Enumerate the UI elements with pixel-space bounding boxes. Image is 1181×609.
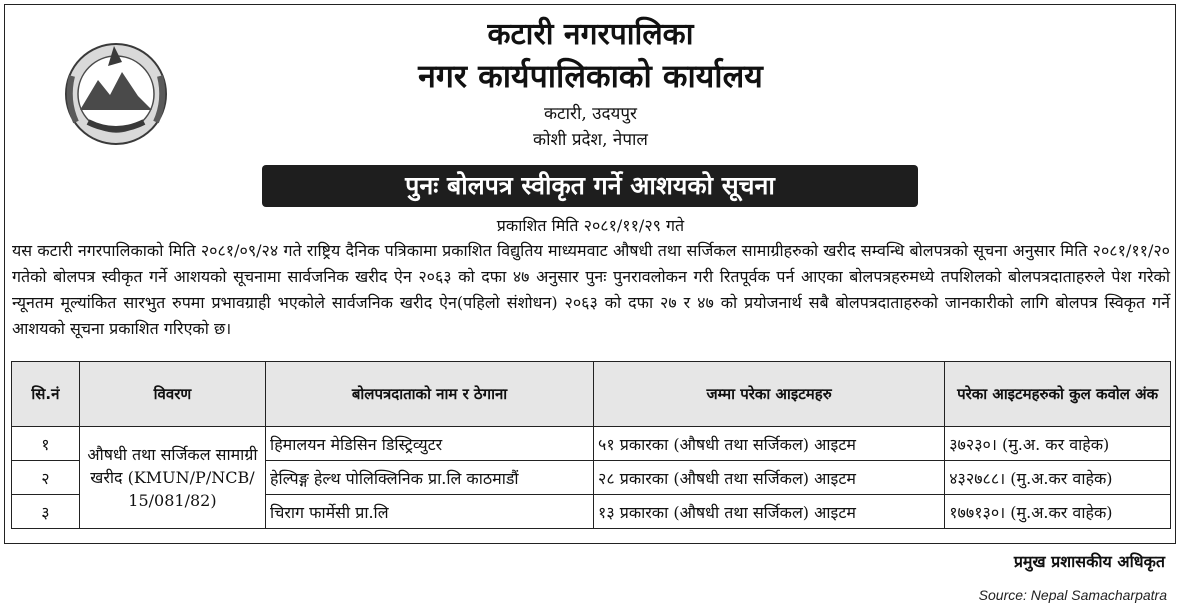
row-serial: २ [12, 461, 80, 495]
row-description: औषधी तथा सर्जिकल सामाग्री खरीद (KMUN/P/NCB/ 15/081/82) [79, 427, 265, 529]
publish-date: प्रकाशित मिति २०८१/११/२९ गते [496, 216, 685, 235]
header-serial: सि.नं [12, 362, 80, 427]
bid-table [11, 361, 1171, 529]
notice-title-banner: पुनः बोलपत्र स्वीकृत गर्ने आशयको सूचना [262, 165, 918, 207]
header-amount: परेका आइटमहरुको कुल कवोल अंक [945, 362, 1171, 427]
office-name: नगर कार्यपालिकाको कार्यालय [418, 57, 763, 95]
row-items: ५१ प्रकारका (औषधी तथा सर्जिकल) आइटम [594, 427, 945, 461]
signatory-title: प्रमुख प्रशासकीय अधिकृत [1013, 552, 1165, 571]
row-serial: ३ [12, 495, 80, 529]
header-description: विवरण [79, 362, 265, 427]
row-serial: १ [12, 427, 80, 461]
address-line-2: कोशी प्रदेश, नेपाल [533, 130, 648, 150]
notice-body: यस कटारी नगरपालिकाको मिति २०८१/०९/२४ गते राष्ट्रिय दैनिक पत्रिकामा प्रकाशित विद्युतिय माध्यमवाट औषधी तथा सर्जिकल सामाग्रीहरुको खरीद सम्वन्धि बोलपत्रको सूचना अनुसार मिति २०८१/११/२० गतेको बोलपत्र स्वीकृत गर्ने आशयको सूचनामा सार्वजनिक खरीद ऐन २०६३ को दफा ४७ अनुसार पुनः पुनरावलोकन गरी रितपूर्वक पर्न आएका बोलपत्रहरुमध्ये तपशिलको बोलपत्रदाताहरुले पेश गरेको न्यूनतम मूल्यांकित सारभुत रुपमा प्रभावग्राही भएकोले सार्वजनिक खरीद ऐन(पहिलो संशोधन) २०६३ को दफा २७ र ४७ को प्रयोजनार्थ सबै बोलपत्रदाताहरुको जानकारीको लागि बोलपत्र स्विकृत गर्ने आशयको सूचना प्रकाशित गरिएको छ। [12, 241, 1171, 338]
header-bidder: बोलपत्रदाताको नाम र ठेगाना [266, 362, 594, 427]
row-bidder: हिमालयन मेडिसिन डिस्ट्रिव्युटर [266, 427, 594, 461]
row-amount: ३७२३०। (मु.अ. कर वाहेक) [945, 427, 1171, 461]
row-items: १३ प्रकारका (औषधी तथा सर्जिकल) आइटम [594, 495, 945, 529]
table-row [12, 427, 1171, 461]
row-items: २८ प्रकारका (औषधी तथा सर्जिकल) आइटम [594, 461, 945, 495]
row-bidder: चिराग फार्मेसी प्रा.लि [266, 495, 594, 529]
row-amount: ४३२७८८। (मु.अ.कर वाहेक) [945, 461, 1171, 495]
source-credit: Source: Nepal Samacharpatra [978, 587, 1167, 603]
municipality-name: कटारी नगरपालिका [487, 17, 694, 52]
header-items: जम्मा परेका आइटमहरु [594, 362, 945, 427]
row-bidder: हेल्पिङ्ग हेल्थ पोलिक्लिनिक प्रा.लि काठमाडौं [266, 461, 594, 495]
row-amount: १७७१३०। (मु.अ.कर वाहेक) [945, 495, 1171, 529]
table-header-row [12, 362, 1171, 427]
address-line-1: कटारी, उदयपुर [543, 104, 637, 124]
